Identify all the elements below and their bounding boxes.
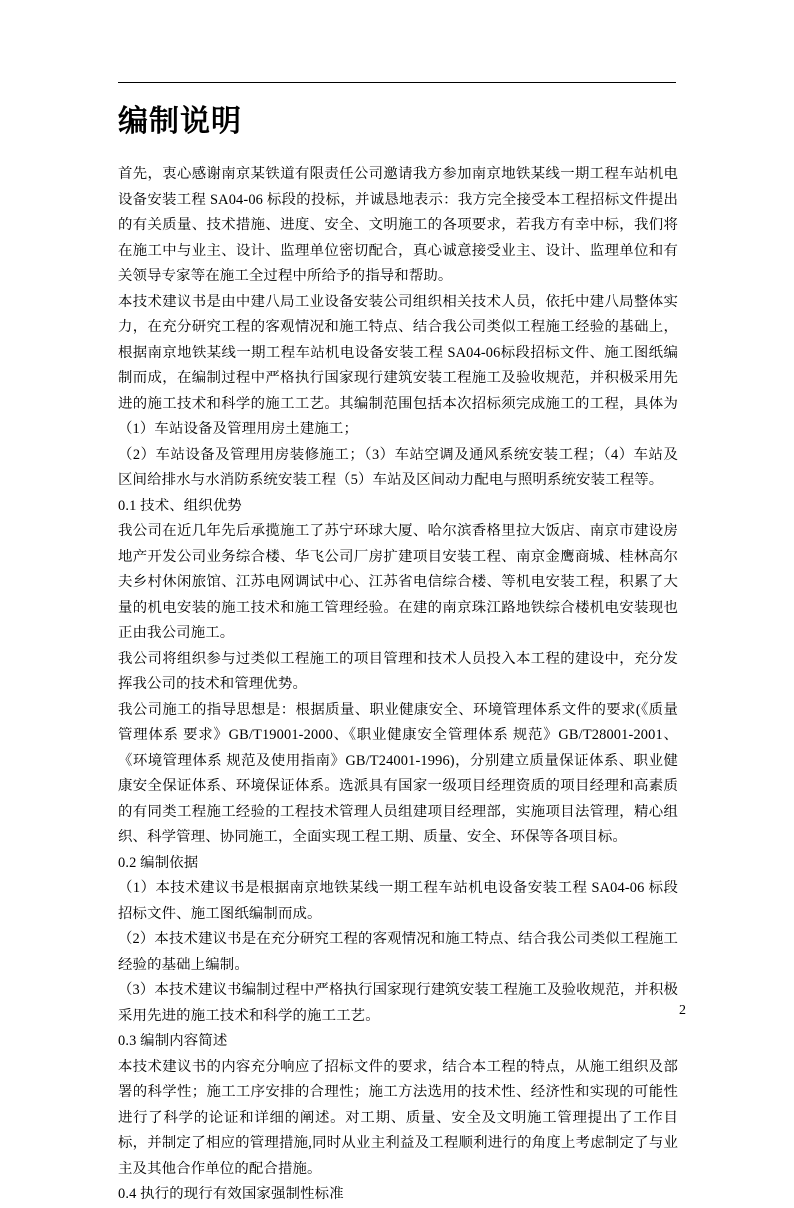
header-divider (118, 82, 676, 83)
paragraph: 我公司施工的指导思想是：根据质量、职业健康安全、环境管理体系文件的要求(《质量管理体系 要求》GB/T19001-2000、《职业健康安全管理体系 规范》GB/T28001-2001、《环境管理体系 规范及使用指南》GB/T24001-1996)，分别建立质量保证体系、职业健康安全保证体系、环境保证体系。选派具有国家一级项目经理资质的项目经理和高素质的有同类工程施工经验的工程技术管理人员组建项目经理部，实施项目法管理，精心组织、科学管理、协同施工，全面实现工程工期、质量、安全、环保等各项目标。 (118, 701, 678, 845)
document-body (118, 104, 678, 1208)
paragraph: 我公司将组织参与过类似工程施工的项目管理和技术人员投入本工程的建设中，充分发挥我公司的技术和管理优势。 (118, 650, 678, 692)
paragraph: （2）车站设备及管理用房装修施工；（3）车站空调及通风系统安装工程；（4）车站及区间给排水与水消防系统安装工程（5）车站及区间动力配电与照明系统安装工程等。 (118, 446, 678, 488)
section-heading: 0.2 编制依据 (118, 854, 199, 871)
paragraph: 本技术建议书是由中建八局工业设备安装公司组织相关技术人员，依托中建八局整体实力，在充分研究工程的客观情况和施工特点、结合我公司类似工程施工经验的基础上，根据南京地铁某线一期工程车站机电设备安装工程 SA04-06标段招标文件、施工图纸编制而成，在编制过程中严格执行国家现行建筑安装工程施工及验收规范，并积极采用先进的施工技术和科学的施工工艺。其编制范围包括本次招标须完成施工的工程，具体为（1）车站设备及管理用房土建施工； (118, 293, 678, 437)
paragraph: （3）本技术建议书编制过程中严格执行国家现行建筑安装工程施工及验收规范，并积极采用先进的施工技术和科学的施工工艺。 (118, 982, 678, 1024)
page-number: 2 (679, 1003, 686, 1018)
paragraph: 我公司在近几年先后承揽施工了苏宁环球大厦、哈尔滨香格里拉大饭店、南京市建设房地产开发公司业务综合楼、华飞公司厂房扩建项目安装工程、南京金鹰商城、桂林高尔夫乡村休闲旅馆、江苏电网调试中心、江苏省电信综合楼、等机电安装工程，积累了大量的机电安装的施工技术和施工管理经验。在建的南京珠江路地铁综合楼机电安装现也正由我公司施工。 (118, 523, 678, 641)
paragraph: 首先，衷心感谢南京某铁道有限责任公司邀请我方参加南京地铁某线一期工程车站机电设备安装工程 SA04-06 标段的投标，并诚恳地表示：我方完全接受本工程招标文件提出的有关质量、技术措施、进度、安全、文明施工的各项要求，若我方有幸中标，我们将在施工中与业主、设计、监理单位密切配合，真心诚意接受业主、设计、监理单位和有关领导专家等在施工全过程中所给予的指导和帮助。 (118, 166, 678, 284)
paragraph: （1）本技术建议书是根据南京地铁某线一期工程车站机电设备安装工程 SA04-06 标段招标文件、施工图纸编制而成。 (118, 880, 678, 922)
section-heading: 0.1 技术、组织优势 (118, 497, 242, 514)
page-title: 编制说明 (118, 105, 242, 138)
section-heading: 0.4 执行的现行有效国家强制性标准 (118, 1186, 344, 1202)
paragraph: （2）本技术建议书是在充分研究工程的客观情况和施工特点、结合我公司类似工程施工经验的基础上编制。 (118, 931, 678, 973)
paragraph: 本技术建议书的内容充分响应了招标文件的要求，结合本工程的特点，从施工组织及部署的科学性；施工工序安排的合理性；施工方法选用的技术性、经济性和实现的可能性进行了科学的论证和详细的阐述。对工期、质量、安全及文明施工管理提出了工作目标，并制定了相应的管理措施,同时从业主利益及工程顺利进行的角度上考虑制定了与业主及其他合作单位的配合措施。 (118, 1058, 678, 1177)
section-heading: 0.3 编制内容简述 (118, 1033, 228, 1049)
